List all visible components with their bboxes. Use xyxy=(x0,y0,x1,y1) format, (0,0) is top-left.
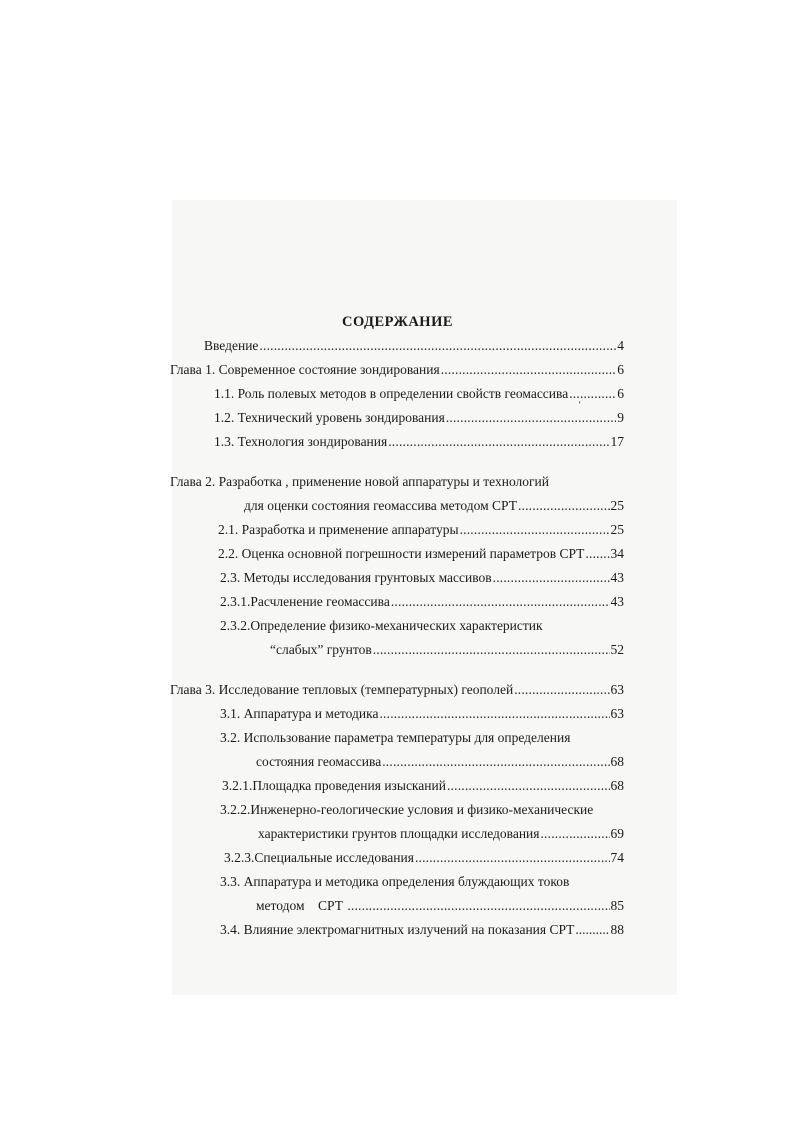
toc-section-3-2-line2[interactable] xyxy=(256,754,624,770)
toc-entry-label: 1.3. Технология зондирования xyxy=(214,434,388,449)
toc-entry-label: 2.2. Оценка основной погрешности измерений параметров СРТ xyxy=(218,546,585,561)
toc-entry-page: 68 xyxy=(610,778,624,793)
toc-section-1-3[interactable] xyxy=(214,434,624,450)
toc-entry-label: для оценки состояния геомассива методом СРТ xyxy=(244,498,517,513)
toc-entry-label: 2.3.1.Расчленение геомассива xyxy=(220,594,390,609)
toc-section-2-3-2-line1[interactable]: 2.3.2.Определение физико-механических характеристик xyxy=(220,618,543,633)
toc-entry-label: Глава 1. Современное состояние зондирования xyxy=(170,362,440,377)
toc-entry-page: 25 xyxy=(610,522,624,537)
toc-section-2-3-1[interactable] xyxy=(220,594,624,610)
toc-entry-page: 68 xyxy=(610,754,624,769)
toc-section-3-2-1[interactable] xyxy=(222,778,624,794)
dot-leader xyxy=(446,410,616,426)
dot-leader xyxy=(585,546,609,562)
dot-leader xyxy=(415,850,610,866)
dot-leader xyxy=(518,498,610,514)
dot-leader xyxy=(388,434,609,450)
toc-entry-label: 2.3. Методы исследования грунтовых массивов xyxy=(220,570,492,585)
toc-entry-page: 34 xyxy=(610,546,624,561)
toc-entry-label: 3.4. Влияние электромагнитных излучений на показания СРТ xyxy=(220,922,575,937)
toc-entry-label: Глава 3. Исследование тепловых (температурных) геополей xyxy=(170,682,514,697)
toc-section-3-1[interactable] xyxy=(220,706,624,722)
toc-entry-label: 3.2.3.Специальные исследования xyxy=(224,850,414,865)
toc-chapter-2-line1[interactable]: Глава 2. Разработка , применение новой аппаратуры и технологий xyxy=(170,474,549,489)
dot-leader xyxy=(540,826,609,842)
toc-chapter-1[interactable] xyxy=(170,362,624,378)
dot-leader xyxy=(382,754,609,770)
toc-chapter-2-line2[interactable] xyxy=(244,498,624,514)
toc-section-3-2-3[interactable] xyxy=(224,850,624,866)
toc-section-3-2-line1[interactable]: 3.2. Использование параметра температуры для определения xyxy=(220,730,571,745)
toc-section-3-2-2-line1[interactable]: 3.2.2.Инженерно-геологические условия и физико-механические xyxy=(220,802,594,817)
toc-entry-page: 74 xyxy=(610,850,624,865)
toc-entry-label: 2.1. Разработка и применение аппаратуры xyxy=(218,522,459,537)
toc-entry-label: “слабых” грунтов xyxy=(270,642,372,657)
dot-leader xyxy=(447,778,610,794)
toc-entry-label: 1.2. Технический уровень зондирования xyxy=(214,410,445,425)
toc-entry-page: 43 xyxy=(610,570,624,585)
toc-section-1-2[interactable] xyxy=(214,410,624,426)
dot-leader xyxy=(373,642,610,658)
toc-entry-page: 4 xyxy=(617,338,624,353)
scan-speck: ʻ xyxy=(578,400,582,411)
dot-leader xyxy=(514,682,609,698)
dot-leader xyxy=(575,922,609,938)
toc-section-3-4[interactable] xyxy=(220,922,624,938)
toc-entry-page: 69 xyxy=(610,826,624,841)
toc-section-1-1[interactable] xyxy=(214,386,624,402)
toc-entry-page: 17 xyxy=(610,434,624,449)
toc-entry-label: Введение xyxy=(204,338,259,353)
toc-title: СОДЕРЖАНИЕ xyxy=(341,314,454,330)
toc-entry-intro[interactable] xyxy=(204,338,624,354)
toc-section-3-2-2-line2[interactable] xyxy=(258,826,624,842)
toc-entry-page: 25 xyxy=(610,498,624,513)
toc-entry-label: 3.2.1.Площадка проведения изысканий xyxy=(222,778,446,793)
toc-entry-label: методом СРТ xyxy=(256,898,347,913)
toc-section-3-3-line2[interactable] xyxy=(256,898,624,914)
toc-entry-page: 43 xyxy=(610,594,624,609)
dot-leader xyxy=(460,522,610,538)
toc-entry-label: характеристики грунтов площадки исследования xyxy=(258,826,540,841)
toc-chapter-3[interactable] xyxy=(170,682,624,698)
toc-entry-page: 63 xyxy=(610,682,624,697)
toc-section-2-2[interactable] xyxy=(218,546,624,562)
toc-entry-page: 85 xyxy=(610,898,624,913)
dot-leader xyxy=(379,706,609,722)
toc-entry-label: 1.1. Роль полевых методов в определении свойств геомассива xyxy=(214,386,569,401)
toc-entry-label: 3.1. Аппаратура и методика xyxy=(220,706,379,721)
toc-entry-page: 63 xyxy=(610,706,624,721)
dot-leader xyxy=(441,362,617,378)
toc-section-2-3[interactable] xyxy=(220,570,624,586)
toc-section-2-1[interactable] xyxy=(218,522,624,538)
dot-leader xyxy=(259,338,616,354)
toc-section-2-3-2-line2[interactable] xyxy=(270,642,624,658)
toc-entry-page: 88 xyxy=(610,922,624,937)
dot-leader xyxy=(347,898,609,914)
toc-entry-page: 52 xyxy=(610,642,624,657)
dot-leader xyxy=(493,570,610,586)
toc-entry-page: 9 xyxy=(617,410,624,425)
toc-entry-page: 6 xyxy=(617,386,624,401)
toc-entry-label: состояния геомассива xyxy=(256,754,382,769)
dot-leader xyxy=(391,594,610,610)
dot-leader xyxy=(569,386,616,402)
toc-entry-page: 6 xyxy=(617,362,624,377)
toc-section-3-3-line1[interactable]: 3.3. Аппаратура и методика определения блуждающих токов xyxy=(220,874,570,889)
